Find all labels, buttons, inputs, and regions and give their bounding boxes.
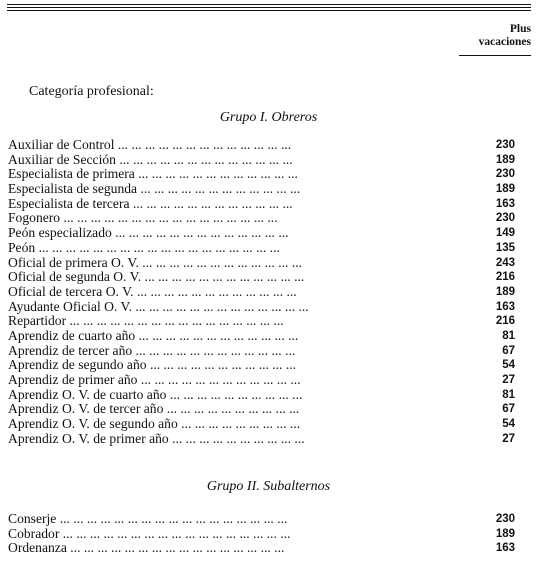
section-label: Categoría profesional: — [29, 84, 154, 99]
row-label: Repartidor ... ... ... ... ... ... ... ... ... ... ... ... ... ... ... ... — [8, 314, 284, 329]
row-label: Oficial de primera O. V. ... ... ... ... ... ... ... ... ... ... ... ... — [8, 255, 302, 270]
row-label: Peón especializado ... ... ... ... ... ... ... ... ... ... ... ... ... — [8, 226, 289, 241]
table-row — [8, 541, 515, 556]
table-row — [8, 344, 515, 359]
row-label: Aprendiz O. V. de tercer año ... ... ... ... ... ... ... ... ... ... — [8, 402, 300, 417]
row-value: 81 — [502, 388, 515, 401]
row-label: Oficial de segunda O. V. ... ... ... ... ... ... ... ... ... ... ... ... — [8, 270, 305, 285]
row-label: Aprendiz O. V. de primer año ... ... ... ... ... ... ... ... ... ... — [8, 431, 305, 446]
row-value: 189 — [495, 183, 515, 196]
row-label: Ayudante Oficial O. V. ... ... ... ... ... ... ... ... ... ... ... ... ... — [8, 299, 309, 314]
table-row — [8, 153, 515, 168]
row-value: 230 — [495, 212, 515, 225]
table-row — [8, 241, 515, 256]
row-label: Auxiliar de Sección ... ... ... ... ... ... ... ... ... ... ... ... ... — [8, 152, 293, 167]
table-row — [8, 256, 515, 271]
table-row — [8, 211, 515, 226]
table-row — [8, 197, 515, 212]
row-value: 163 — [495, 300, 515, 313]
top-rule — [7, 10, 531, 11]
group-title-obreros: Grupo I. Obreros — [219, 110, 318, 125]
row-value: 189 — [495, 285, 515, 298]
table-row — [8, 358, 515, 373]
row-value: 81 — [502, 329, 515, 342]
row-value: 149 — [495, 227, 515, 240]
row-label: Aprendiz de primer año ... ... ... ... ... ... ... ... ... ... ... ... — [8, 373, 301, 387]
group-title-subalternos: Grupo II. Subalternos — [206, 479, 331, 494]
table-row — [8, 300, 515, 315]
table-row — [8, 329, 515, 344]
row-value: 163 — [495, 197, 515, 210]
row-value: 27 — [502, 432, 515, 445]
group-list-obreros — [8, 138, 515, 446]
table-row — [8, 167, 515, 182]
row-value: 230 — [495, 513, 515, 525]
row-value: 189 — [495, 527, 515, 540]
top-rule — [7, 7, 531, 8]
table-row — [8, 417, 515, 432]
row-label: Especialista de primera ... ... ... ... ... ... ... ... ... ... ... ... — [8, 167, 298, 182]
row-label: Aprendiz O. V. de cuarto año ... ... ... ... ... ... ... ... ... ... — [8, 387, 303, 402]
column-header-line2: vacaciones — [478, 36, 531, 48]
table-row — [8, 512, 515, 527]
row-label: Cobrador ... ... ... ... ... ... ... ... ... ... ... ... ... ... ... ... ... — [8, 526, 291, 541]
column-header-line1: Plus — [509, 23, 531, 35]
table-row — [8, 432, 515, 447]
row-label: Peón ... ... ... ... ... ... ... ... ... ... ... ... ... ... ... ... ... ... — [8, 240, 280, 255]
table-row — [8, 527, 515, 542]
row-label: Aprendiz O. V. de segundo año ... ... ... ... ... ... ... ... ... — [8, 417, 301, 432]
table-row — [8, 388, 515, 403]
row-label: Aprendiz de cuarto año ... ... ... ... ... ... ... ... ... ... ... ... — [8, 328, 299, 343]
table-row — [8, 226, 515, 241]
row-label: Especialista de tercera ... ... ... ... ... ... ... ... ... ... ... ... — [8, 196, 293, 211]
table-row — [8, 270, 515, 285]
top-rule — [7, 4, 531, 5]
table-row — [8, 373, 515, 388]
row-label: Fogonero ... ... ... ... ... ... ... ... ... ... ... ... ... ... ... ... — [8, 211, 278, 226]
table-row — [8, 182, 515, 197]
row-value: 27 — [502, 374, 515, 386]
row-value: 135 — [495, 241, 515, 254]
row-value: 54 — [502, 418, 515, 431]
column-header — [450, 23, 531, 49]
row-label: Auxiliar de Control ... ... ... ... ... ... ... ... ... ... ... ... ... — [8, 138, 292, 152]
row-value: 54 — [502, 359, 515, 372]
row-label: Aprendiz de segundo año ... ... ... ... ... ... ... ... ... ... ... — [8, 358, 297, 373]
table-row — [8, 314, 515, 329]
row-value: 67 — [502, 344, 515, 357]
row-label: Ordenanza ... ... ... ... ... ... ... ... ... ... ... ... ... ... ... ... — [8, 541, 285, 556]
row-value: 163 — [495, 542, 515, 555]
row-value: 230 — [495, 139, 515, 151]
row-value: 216 — [495, 271, 515, 284]
row-value: 67 — [502, 403, 515, 416]
table-row — [8, 402, 515, 417]
table-row — [8, 138, 515, 153]
row-label: Especialista de segunda ... ... ... ... ... ... ... ... ... ... ... ... — [8, 182, 301, 197]
row-label: Oficial de tercera O. V. ... ... ... ... ... ... ... ... ... ... ... ... — [8, 284, 297, 299]
row-value: 230 — [495, 168, 515, 181]
group-list-subalternos — [8, 512, 515, 556]
row-label: Aprendiz de tercer año ... ... ... ... ... ... ... ... ... ... ... ... — [8, 343, 296, 358]
row-value: 216 — [495, 315, 515, 328]
row-label: Conserje ... ... ... ... ... ... ... ... ... ... ... ... ... ... ... ... ... — [8, 512, 288, 526]
table-row — [8, 285, 515, 300]
row-value: 189 — [495, 153, 515, 166]
column-header-underline — [459, 55, 531, 56]
row-value: 243 — [495, 256, 515, 269]
